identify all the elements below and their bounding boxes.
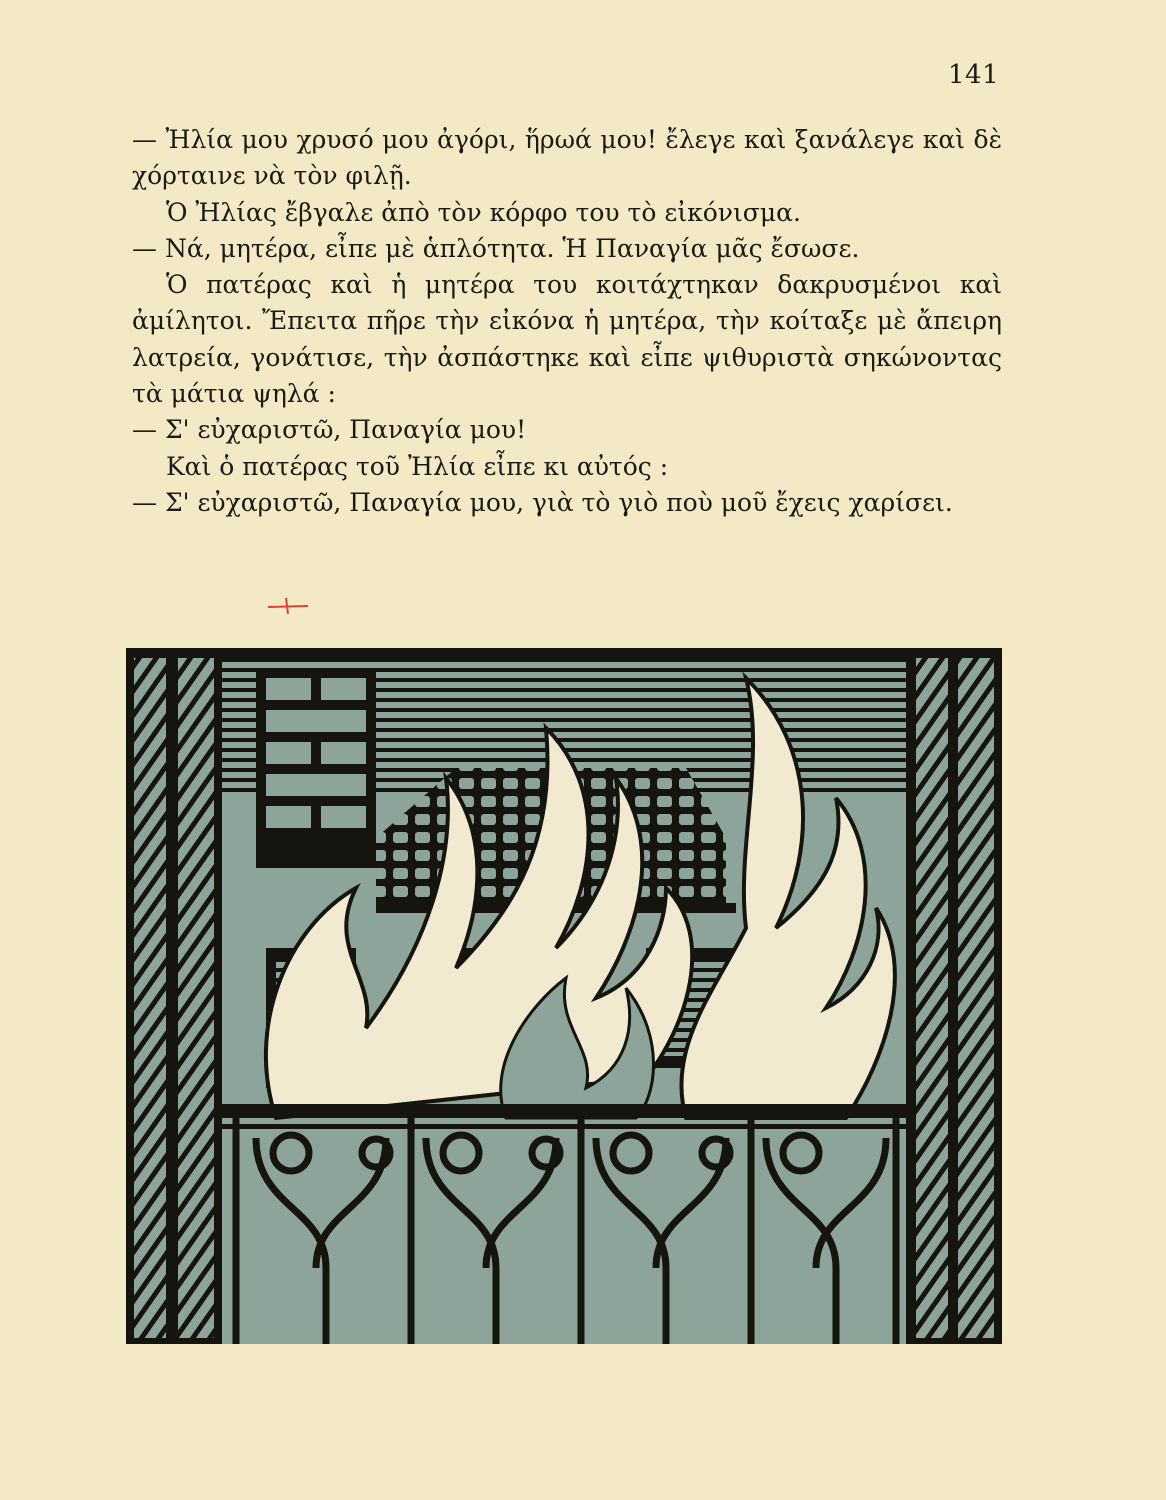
page-number: 141 <box>948 60 1000 90</box>
paragraph-4: Ὁ πατέρας καὶ ἡ μητέρα του κοιτάχτηκαν δακρυσμένοι καὶ ἀμίλητοι. Ἔπειτα πῆρε τὴν εἰκόνα ἡ μητέρα, τὴν κοίταξε μὲ ἄπειρη λατρεία, γονάτισε, τὴν ἀσπάστηκε καὶ εἶπε ψιθυριστὰ σηκώνοντας τὰ μάτια ψηλά : <box>132 270 1002 409</box>
paragraph-5: — Σ' εὐχαριστῶ, Παναγία μου! <box>132 415 527 445</box>
paragraph-2: Ὁ Ἠλίας ἔβγαλε ἀπὸ τὸν κόρφο του τὸ εἰκόνισμα. <box>166 197 801 227</box>
paragraph-3: — Νά, μητέρα, εἶπε μὲ ἁπλότητα. Ἡ Παναγία μᾶς ἔσωσε. <box>132 233 860 263</box>
fire-balcony-illustration <box>126 648 1002 1344</box>
paragraph-1: — Ἠλία μου χρυσό μου ἀγόρι, ἥρωά μου! ἔλεγε καὶ ξανάλεγε καὶ δὲ χόρταινε νὰ τὸν φιλῇ. <box>132 125 1002 191</box>
body-text <box>132 122 1002 521</box>
paragraph-7: — Σ' εὐχαριστῶ, Παναγία μου, γιὰ τὸ γιὸ ποὺ μοῦ ἔχεις χαρίσει. <box>132 487 953 517</box>
proof-mark-icon <box>266 595 310 615</box>
illustration-drawing <box>126 648 1002 1344</box>
paragraph-6: Καὶ ὁ πατέρας τοῦ Ἠλία εἶπε κι αὐτός : <box>166 451 669 481</box>
